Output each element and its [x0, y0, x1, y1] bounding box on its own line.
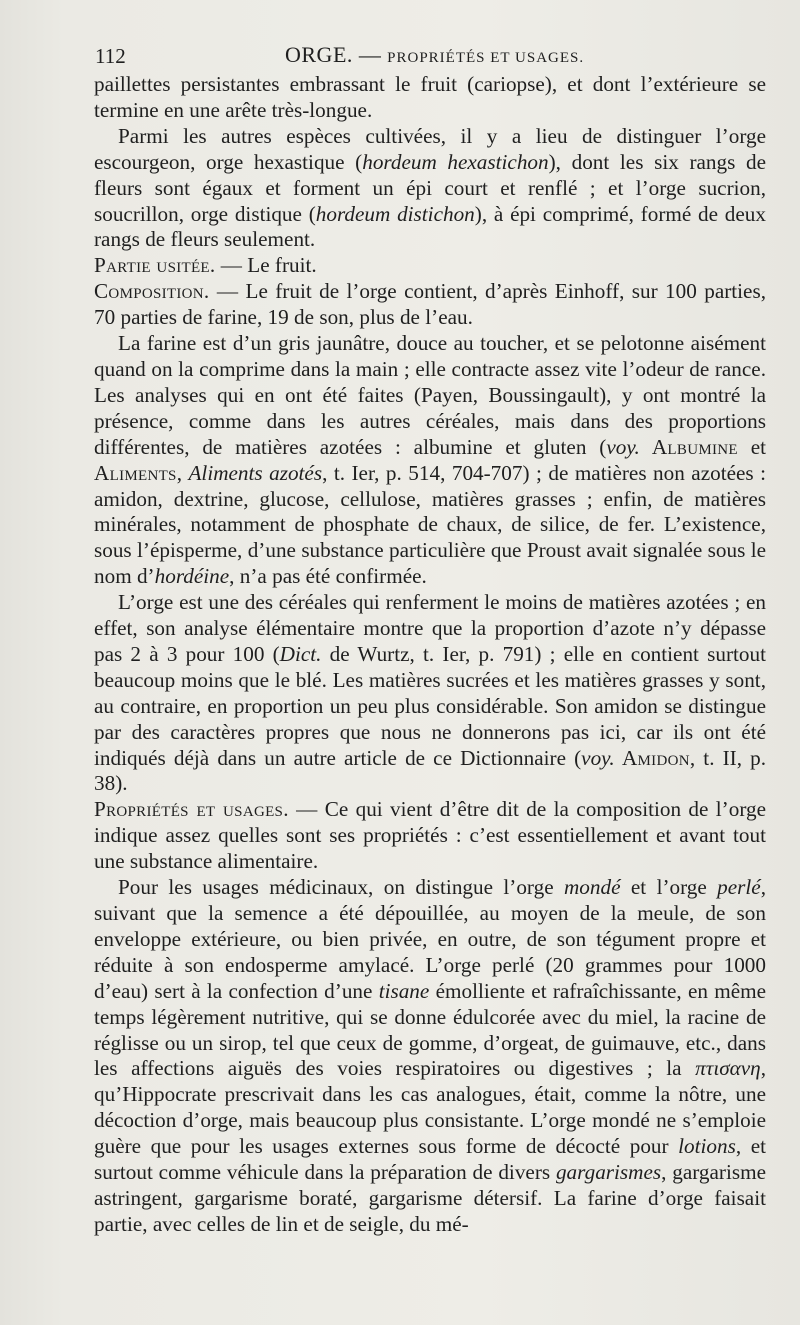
text-run: — Le fruit de l’orge contient, d’après Einhoff, sur 100 parties, 70 parties de farine, 19 de son, plus de l’eau. — [94, 279, 766, 330]
section-label: Composition. — [94, 279, 210, 304]
italic-ref: Aliments azotés — [188, 460, 323, 485]
text-run: , — [176, 460, 189, 485]
text-run: , n’a pas été confirmée. — [229, 564, 427, 589]
text-run: — Le fruit. — [215, 253, 317, 278]
paragraph-species — [94, 124, 766, 254]
greek-term: πτισανη — [695, 1056, 761, 1081]
small-caps-ref: Aliments — [94, 460, 177, 485]
paragraph-farine — [94, 331, 766, 590]
italic-term: tisane — [378, 978, 430, 1003]
small-caps-ref: Amidon — [614, 745, 690, 770]
running-header — [95, 38, 765, 68]
italic-ref: Dict. — [279, 641, 322, 666]
italic-term: mondé — [564, 875, 621, 900]
text-run: , suivant que la semence a été dépouillée, au moyen de la meule, de son enveloppe extérieure, ou bien privée, en outre, de son tégument propre et réduite à son endosperme amylacé. L’orge perlé (20 grammes pour 1000 d’eau) sert à la confection d’une — [94, 875, 767, 1003]
section-label: Propriétés et usages. — [94, 797, 289, 822]
text-run: ), à épi comprimé, formé de deux rangs de fleurs seulement. — [94, 201, 766, 252]
paragraph-composition — [94, 279, 766, 331]
running-title-sub: PROPRIÉTÉS ET USAGES. — [387, 50, 585, 66]
latin-name: hordeum hexastichon — [362, 149, 549, 174]
paragraph-partie-usitee — [94, 253, 766, 279]
italic-term: gargarismes — [555, 1160, 662, 1185]
section-label: Partie usitée. — [94, 253, 216, 278]
italic-ref: voy. — [606, 434, 640, 459]
page-number: 112 — [95, 44, 126, 68]
text-run: — Ce qui vient d’être dit de la composition de l’orge indique assez quelles sont ses propriétés : c’est essentiellement et avant tout une substance alimentaire. — [94, 797, 766, 874]
body-text — [94, 72, 766, 1238]
text-run: , t. Ier, p. 514, 704-707) ; de matières non azotées : amidon, dextrine, glucose, cellulose, matières grasses ; enfin, de matières minérales, notamment de phosphate de chaux, de silice, de fer. L’existence, sous l’épisperme, d’une substance particulière que Proust avait signalée sous le nom d’ — [94, 460, 767, 589]
running-title — [285, 42, 584, 68]
running-title-main: ORGE. — — [285, 42, 382, 67]
italic-term: perlé — [717, 875, 761, 900]
text-run: , et surtout comme véhicule dans la préparation de divers — [94, 1134, 766, 1185]
text-run: , t. II, p. 38). — [94, 745, 767, 796]
text-run: de Wurtz, t. Ier, p. 791) ; elle en contient surtout beaucoup moins que le blé. Les matières sucrées et les matières grasses y sont, au contraire, en proportion un peu plus considérable. Son amidon se distingue par des caractères propres que nous ne donnerons pas ici, car ils ont été indiqués déjà dans un autre article de ce Dictionnaire ( — [94, 641, 766, 770]
text-run: Pour les usages médicinaux, on distingue l’orge — [118, 875, 564, 900]
text-run: et — [737, 434, 766, 459]
text-run: paillettes persistantes embrassant le fruit (cariopse), et dont l’extérieure se termine en une arête très-longue. — [94, 72, 766, 122]
text-run: , qu’Hippocrate prescrivait dans les cas analogues, était, comme la nôtre, une décoction d’orge, mais beaucoup plus consistante. L’orge mondé ne s’emploie guère que pour les usages externes sous forme de décocté pour — [94, 1056, 766, 1159]
text-run: Parmi les autres espèces cultivées, il y a lieu de distinguer l’orge escourgeon, orge hexastique ( — [94, 123, 766, 174]
text-run: ), dont les six rangs de fleurs sont égaux et forment un épi court et renflé ; et l’orge sucrion, soucrillon, orge distique ( — [94, 149, 766, 226]
text-run: et l’orge — [620, 875, 718, 900]
text-run: , gargarisme astringent, gargarisme boraté, gargarisme détersif. La farine d’orge faisait partie, avec celles de lin et de seigle, du mé- — [94, 1160, 766, 1236]
paragraph-azote — [94, 590, 766, 797]
paragraph-proprietes — [94, 797, 766, 875]
text-run: émolliente et rafraîchissante, en même temps légèrement nutritive, qui se donne édulcorée avec du miel, la racine de réglisse ou un sirop, tel que ceux de gomme, d’orgeat, de guimauve, etc., dans les affections aiguës des voies respiratoires ou digestives ; la — [94, 978, 766, 1081]
text-run: La farine est d’un gris jaunâtre, douce au toucher, et se pelotonne aisément quand on la comprime dans la main ; elle contracte assez vite l’odeur de rance. Les analyses qui en ont été faites (Payen, Boussingault), y ont montré la présence, comme dans les autres céréales, mais dans des proportions différentes, de matières azotées : albumine et gluten ( — [94, 331, 766, 459]
small-caps-ref: Albumine — [639, 434, 738, 459]
text-run: L’orge est une des céréales qui renferment le moins de matières azotées ; en effet, son analyse élémentaire montre que la proportion d’azote n’y dépasse pas 2 à 3 pour 100 ( — [94, 590, 766, 666]
paragraph-continuation — [94, 72, 766, 124]
italic-term: lotions — [678, 1134, 736, 1159]
italic-term: hordéine — [154, 564, 230, 589]
italic-ref: voy. — [581, 745, 615, 770]
paragraph-usages — [94, 875, 766, 1238]
latin-name: hordeum distichon — [315, 201, 475, 226]
